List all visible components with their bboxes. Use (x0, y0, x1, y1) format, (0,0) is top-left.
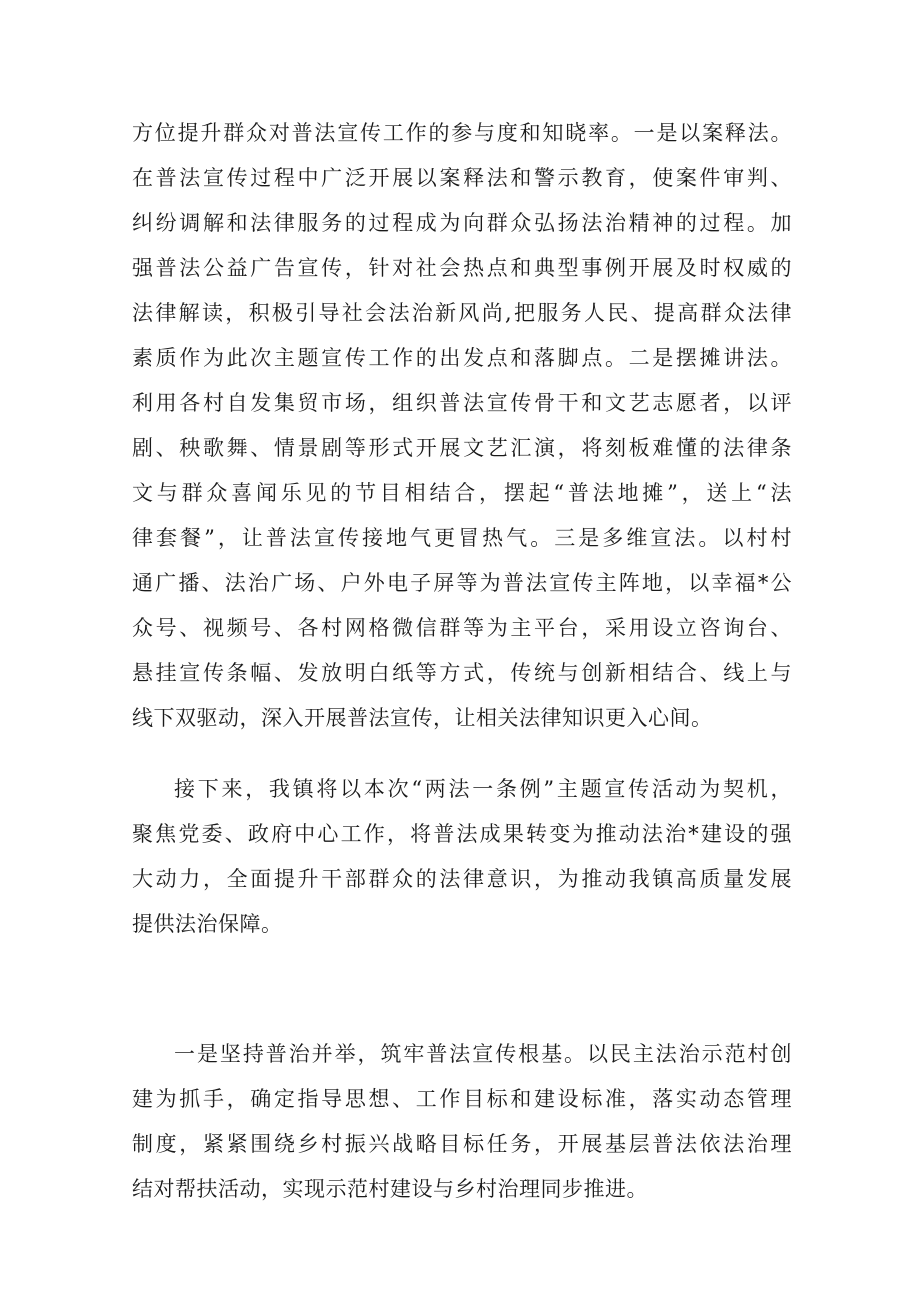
text-line: 制度，紧紧围绕乡村振兴战略目标任务，开展基层普法依法治理 (132, 1132, 792, 1156)
paragraph-3 (132, 1032, 792, 1212)
text-line: 利用各村自发集贸市场，组织普法宣传骨干和文艺志愿者，以评 (132, 391, 792, 415)
text-line: 接下来，我镇将以本次“两法一条例”主题宣传活动为契机， (174, 777, 792, 801)
text-line: 剧、秧歌舞、情景剧等形式开展文艺汇演，将刻板难懂的法律条 (132, 436, 792, 460)
text-line: 在普法宣传过程中广泛开展以案释法和警示教育，使案件审判、 (132, 166, 792, 190)
text-line: 提供法治保障。 (132, 912, 283, 936)
text-line: 文与群众喜闻乐见的节目相结合，摆起“普法地摊”，送上“法 (132, 481, 792, 505)
text-line: 素质作为此次主题宣传工作的出发点和落脚点。二是摆摊讲法。 (132, 346, 792, 370)
text-line: 律套餐”，让普法宣传接地气更冒热气。三是多维宣法。以村村 (132, 526, 792, 550)
text-line: 线下双驱动，深入开展普法宣传，让相关法律知识更入心间。 (132, 706, 713, 730)
text-line: 大动力，全面提升干部群众的法律意识，为推动我镇高质量发展 (132, 867, 792, 891)
text-line: 悬挂宣传条幅、发放明白纸等方式，传统与创新相结合、线上与 (132, 661, 792, 685)
text-line: 通广播、法治广场、户外电子屏等为普法宣传主阵地，以幸福*公 (132, 571, 792, 595)
text-line: 结对帮扶活动，实现示范村建设与乡村治理同步推进。 (132, 1177, 648, 1201)
paragraph-1 (132, 111, 792, 741)
text-line: 强普法公益广告宣传，针对社会热点和典型事例开展及时权威的 (132, 256, 792, 280)
text-line: 建为抓手，确定指导思想、工作目标和建设标准，落实动态管理 (132, 1087, 792, 1111)
text-line: 纠纷调解和法律服务的过程成为向群众弘扬法治精神的过程。加 (132, 211, 792, 235)
paragraph-2 (132, 767, 792, 947)
text-line: 一是坚持普治并举，筑牢普法宣传根基。以民主法治示范村创 (174, 1042, 792, 1066)
text-line: 法律解读，积极引导社会法治新风尚,把服务人民、提高群众法律 (132, 301, 792, 325)
text-line: 聚焦党委、政府中心工作，将普法成果转变为推动法治*建设的强 (132, 822, 792, 846)
text-line: 方位提升群众对普法宣传工作的参与度和知晓率。一是以案释法。 (132, 121, 792, 145)
text-line: 众号、视频号、各村网格微信群等为主平台，采用设立咨询台、 (132, 616, 792, 640)
